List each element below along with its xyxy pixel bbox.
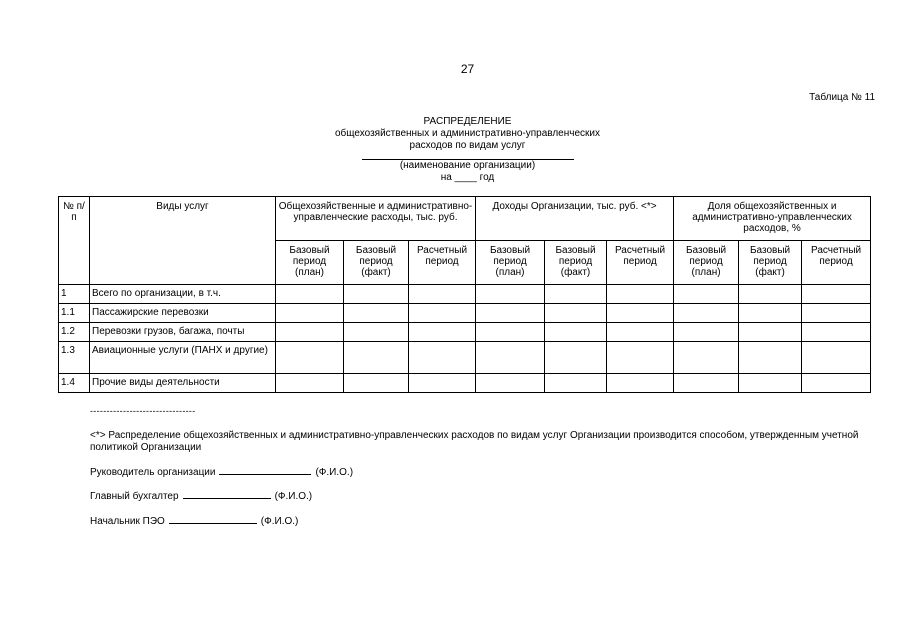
value-cell[interactable] (674, 323, 739, 342)
signature-peo-head (90, 515, 298, 527)
signature-blank[interactable] (169, 515, 257, 524)
distribution-table (58, 196, 871, 393)
value-cell[interactable] (476, 342, 545, 374)
table-row (59, 342, 871, 374)
value-cell[interactable] (545, 342, 607, 374)
signature-director (90, 466, 353, 478)
subheader-cell: Расчетный период (802, 241, 871, 285)
value-cell[interactable] (409, 304, 476, 323)
footnote-text: <*> Распределение общехозяйственных и административно-управленческих расходов по видам услуг Организации производится способом, утвержденным учетной политикой Организации (90, 430, 859, 453)
title-line-1: РАСПРЕДЕЛЕНИЕ (423, 116, 512, 127)
value-cell[interactable] (674, 342, 739, 374)
table-row (59, 304, 871, 323)
signature-blank[interactable] (219, 466, 311, 475)
value-cell[interactable] (674, 285, 739, 304)
service-name: Пассажирские перевозки (90, 304, 276, 323)
table-row (59, 323, 871, 342)
value-cell[interactable] (344, 323, 409, 342)
header-share: Доля общехозяйственных и административно-управленческих расходов, % (674, 197, 871, 241)
value-cell[interactable] (739, 342, 802, 374)
value-cell[interactable] (802, 285, 871, 304)
signature-fio: (Ф.И.О.) (260, 516, 299, 527)
footnote-separator: -------------------------------- (90, 406, 196, 416)
value-cell[interactable] (344, 374, 409, 393)
value-cell[interactable] (476, 304, 545, 323)
value-cell[interactable] (476, 285, 545, 304)
service-name: Прочие виды деятельности (90, 374, 276, 393)
value-cell[interactable] (409, 374, 476, 393)
header-num: № п/п (59, 197, 90, 285)
row-number: 1.4 (59, 374, 90, 393)
signature-fio: (Ф.И.О.) (315, 467, 354, 478)
value-cell[interactable] (739, 304, 802, 323)
value-cell[interactable] (739, 374, 802, 393)
subheader-cell: Базовый период (план) (674, 241, 739, 285)
value-cell[interactable] (409, 323, 476, 342)
value-cell[interactable] (276, 304, 344, 323)
title-line-2: общехозяйственных и административно-управленческих (335, 128, 600, 139)
value-cell[interactable] (802, 342, 871, 374)
signature-chief-accountant (90, 490, 312, 502)
signature-title: Начальник ПЭО (90, 516, 165, 527)
organization-caption: (наименование организации) (399, 160, 536, 171)
header-expenses: Общехозяйственные и административно-управленческие расходы, тыс. руб. (276, 197, 476, 241)
year-line: на ____ год (440, 172, 495, 183)
value-cell[interactable] (276, 285, 344, 304)
page-number: 27 (460, 62, 475, 76)
row-number: 1.3 (59, 342, 90, 374)
value-cell[interactable] (276, 374, 344, 393)
subheader-cell: Базовый период (факт) (739, 241, 802, 285)
header-income: Доходы Организации, тыс. руб. <*> (476, 197, 674, 241)
signature-blank[interactable] (183, 490, 271, 499)
table-row (59, 285, 871, 304)
service-name: Всего по организации, в т.ч. (90, 285, 276, 304)
value-cell[interactable] (276, 342, 344, 374)
value-cell[interactable] (607, 304, 674, 323)
value-cell[interactable] (545, 285, 607, 304)
value-cell[interactable] (802, 304, 871, 323)
subheader-cell: Базовый период (план) (476, 241, 545, 285)
value-cell[interactable] (607, 285, 674, 304)
value-cell[interactable] (409, 285, 476, 304)
value-cell[interactable] (545, 374, 607, 393)
row-number: 1 (59, 285, 90, 304)
value-cell[interactable] (674, 304, 739, 323)
subheader-cell: Базовый период (факт) (545, 241, 607, 285)
value-cell[interactable] (344, 285, 409, 304)
service-name: Перевозки грузов, багажа, почты (90, 323, 276, 342)
header-services: Виды услуг (90, 197, 276, 285)
value-cell[interactable] (739, 323, 802, 342)
value-cell[interactable] (276, 323, 344, 342)
value-cell[interactable] (802, 323, 871, 342)
value-cell[interactable] (607, 323, 674, 342)
value-cell[interactable] (739, 285, 802, 304)
service-name: Авиационные услуги (ПАНХ и другие) (90, 342, 276, 374)
subheader-cell: Расчетный период (409, 241, 476, 285)
title-line-3: расходов по видам услуг (409, 140, 526, 151)
value-cell[interactable] (607, 342, 674, 374)
subheader-cell: Базовый период (факт) (344, 241, 409, 285)
value-cell[interactable] (476, 323, 545, 342)
value-cell[interactable] (545, 304, 607, 323)
document-title (0, 116, 905, 184)
row-number: 1.1 (59, 304, 90, 323)
signature-title: Руководитель организации (90, 467, 216, 478)
subheader-cell: Расчетный период (607, 241, 674, 285)
value-cell[interactable] (802, 374, 871, 393)
value-cell[interactable] (476, 374, 545, 393)
signature-title: Главный бухгалтер (90, 491, 179, 502)
table-row (59, 374, 871, 393)
subheader-cell: Базовый период (план) (276, 241, 344, 285)
value-cell[interactable] (344, 304, 409, 323)
row-number: 1.2 (59, 323, 90, 342)
value-cell[interactable] (607, 374, 674, 393)
signature-fio: (Ф.И.О.) (274, 491, 313, 502)
value-cell[interactable] (409, 342, 476, 374)
value-cell[interactable] (674, 374, 739, 393)
value-cell[interactable] (545, 323, 607, 342)
value-cell[interactable] (344, 342, 409, 374)
table-label: Таблица № 11 (809, 92, 875, 103)
